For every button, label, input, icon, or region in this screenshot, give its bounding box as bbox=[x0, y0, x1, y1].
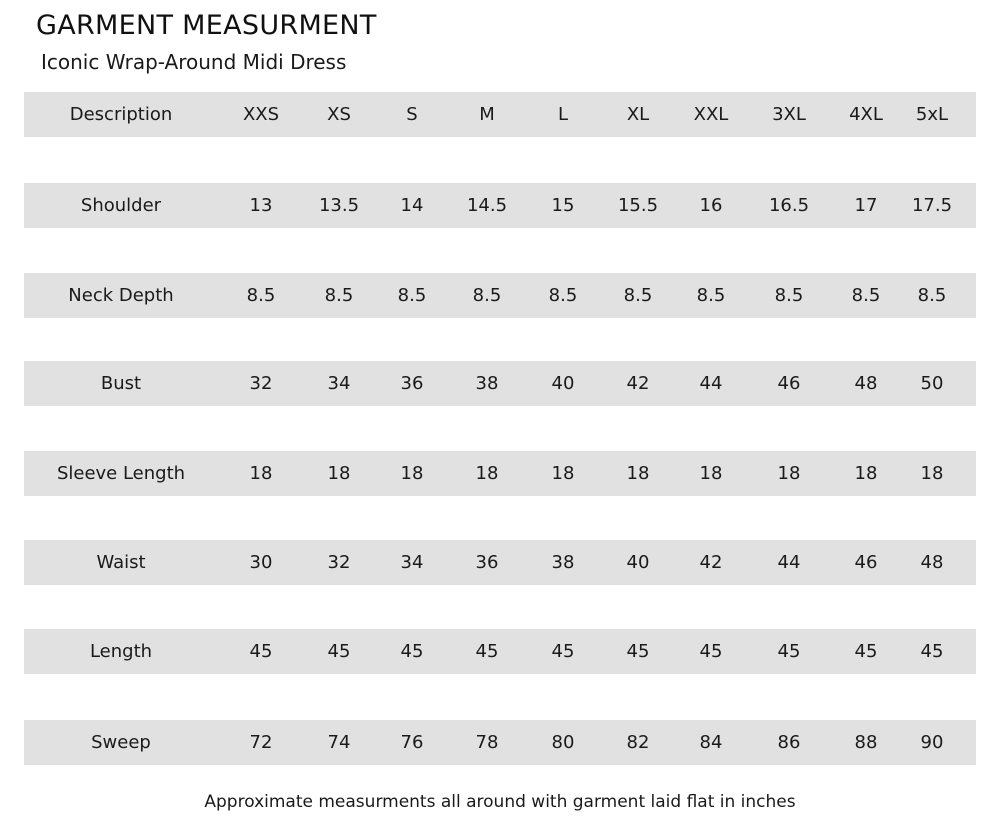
measurement-cell: 42 bbox=[699, 552, 723, 573]
page-subtitle: Iconic Wrap-Around Midi Dress bbox=[41, 50, 347, 74]
measurement-cell: 78 bbox=[475, 732, 499, 753]
measurement-cell: 32 bbox=[249, 373, 273, 394]
table-row bbox=[24, 540, 976, 585]
row-label: Sleeve Length bbox=[56, 463, 186, 484]
measurement-cell: 8.5 bbox=[696, 285, 726, 306]
measurement-cell: 38 bbox=[475, 373, 499, 394]
measurement-cell: 46 bbox=[854, 552, 878, 573]
header-cell-size: L bbox=[557, 104, 569, 125]
footnote: Approximate measurments all around with garment laid flat in inches bbox=[204, 792, 796, 812]
measurement-cell: 44 bbox=[777, 552, 801, 573]
measurement-cell: 17.5 bbox=[911, 195, 953, 216]
header-cell-description: Description bbox=[69, 104, 173, 125]
header-cell-size: M bbox=[479, 104, 495, 125]
table-row bbox=[24, 720, 976, 765]
row-label: Sweep bbox=[91, 732, 151, 753]
row-label: Bust bbox=[100, 373, 142, 394]
header-cell-size: XXS bbox=[242, 104, 280, 125]
measurement-cell: 45 bbox=[777, 641, 801, 662]
measurement-cell: 18 bbox=[551, 463, 575, 484]
measurement-cell: 50 bbox=[920, 373, 944, 394]
measurement-cell: 18 bbox=[777, 463, 801, 484]
measurement-cell: 34 bbox=[400, 552, 424, 573]
header-cell-size: 3XL bbox=[772, 104, 806, 125]
measurement-cell: 82 bbox=[626, 732, 650, 753]
measurement-cell: 8.5 bbox=[774, 285, 804, 306]
header-cell-size: 5xL bbox=[915, 104, 949, 125]
measurement-cell: 45 bbox=[327, 641, 351, 662]
measurement-cell: 45 bbox=[920, 641, 944, 662]
measurement-cell: 18 bbox=[920, 463, 944, 484]
measurement-cell: 40 bbox=[626, 552, 650, 573]
measurement-cell: 8.5 bbox=[397, 285, 427, 306]
measurement-cell: 45 bbox=[699, 641, 723, 662]
row-label: Neck Depth bbox=[68, 285, 174, 306]
table-row bbox=[24, 451, 976, 496]
measurement-cell: 42 bbox=[626, 373, 650, 394]
header-cell-size: 4XL bbox=[849, 104, 883, 125]
measurement-cell: 18 bbox=[854, 463, 878, 484]
row-label: Waist bbox=[96, 552, 146, 573]
measurement-cell: 44 bbox=[699, 373, 723, 394]
measurement-cell: 45 bbox=[400, 641, 424, 662]
measurement-cell: 48 bbox=[920, 552, 944, 573]
table-row bbox=[24, 183, 976, 228]
measurement-cell: 74 bbox=[327, 732, 351, 753]
measurement-cell: 18 bbox=[249, 463, 273, 484]
measurement-cell: 17 bbox=[854, 195, 878, 216]
measurement-cell: 88 bbox=[854, 732, 878, 753]
measurement-cell: 72 bbox=[249, 732, 273, 753]
measurement-cell: 18 bbox=[400, 463, 424, 484]
measurement-cell: 8.5 bbox=[623, 285, 653, 306]
measurement-cell: 8.5 bbox=[548, 285, 578, 306]
table-row bbox=[24, 629, 976, 674]
measurement-cell: 13.5 bbox=[318, 195, 360, 216]
measurement-cell: 14.5 bbox=[466, 195, 508, 216]
measurement-cell: 38 bbox=[551, 552, 575, 573]
measurement-cell: 40 bbox=[551, 373, 575, 394]
header-cell-size: XXL bbox=[693, 104, 729, 125]
measurement-cell: 16 bbox=[699, 195, 723, 216]
measurement-cell: 46 bbox=[777, 373, 801, 394]
table-row bbox=[24, 361, 976, 406]
page-title: GARMENT MEASURMENT bbox=[36, 10, 377, 41]
measurement-cell: 84 bbox=[699, 732, 723, 753]
measurement-cell: 45 bbox=[854, 641, 878, 662]
table-row bbox=[24, 273, 976, 318]
measurement-cell: 18 bbox=[475, 463, 499, 484]
measurement-cell: 76 bbox=[400, 732, 424, 753]
measurement-cell: 8.5 bbox=[246, 285, 276, 306]
measurement-cell: 80 bbox=[551, 732, 575, 753]
measurement-cell: 36 bbox=[475, 552, 499, 573]
measurement-cell: 18 bbox=[327, 463, 351, 484]
measurement-cell: 86 bbox=[777, 732, 801, 753]
measurement-cell: 45 bbox=[249, 641, 273, 662]
measurement-cell: 15.5 bbox=[617, 195, 659, 216]
header-cell-size: S bbox=[406, 104, 418, 125]
row-label: Length bbox=[89, 641, 153, 662]
measurement-cell: 18 bbox=[699, 463, 723, 484]
measurement-cell: 48 bbox=[854, 373, 878, 394]
row-label: Shoulder bbox=[80, 195, 162, 216]
measurement-cell: 36 bbox=[400, 373, 424, 394]
measurement-cell: 15 bbox=[551, 195, 575, 216]
measurement-cell: 8.5 bbox=[472, 285, 502, 306]
measurement-cell: 45 bbox=[626, 641, 650, 662]
measurement-cell: 8.5 bbox=[324, 285, 354, 306]
measurement-cell: 30 bbox=[249, 552, 273, 573]
measurement-cell: 45 bbox=[475, 641, 499, 662]
measurement-cell: 18 bbox=[626, 463, 650, 484]
table-header-row bbox=[24, 92, 976, 137]
measurement-cell: 8.5 bbox=[917, 285, 947, 306]
measurement-cell: 14 bbox=[400, 195, 424, 216]
measurement-cell: 34 bbox=[327, 373, 351, 394]
measurement-cell: 32 bbox=[327, 552, 351, 573]
measurement-cell: 90 bbox=[920, 732, 944, 753]
measurement-cell: 45 bbox=[551, 641, 575, 662]
measurement-cell: 13 bbox=[249, 195, 273, 216]
measurement-cell: 8.5 bbox=[851, 285, 881, 306]
header-cell-size: XL bbox=[626, 104, 650, 125]
measurement-cell: 16.5 bbox=[768, 195, 810, 216]
header-cell-size: XS bbox=[327, 104, 351, 125]
